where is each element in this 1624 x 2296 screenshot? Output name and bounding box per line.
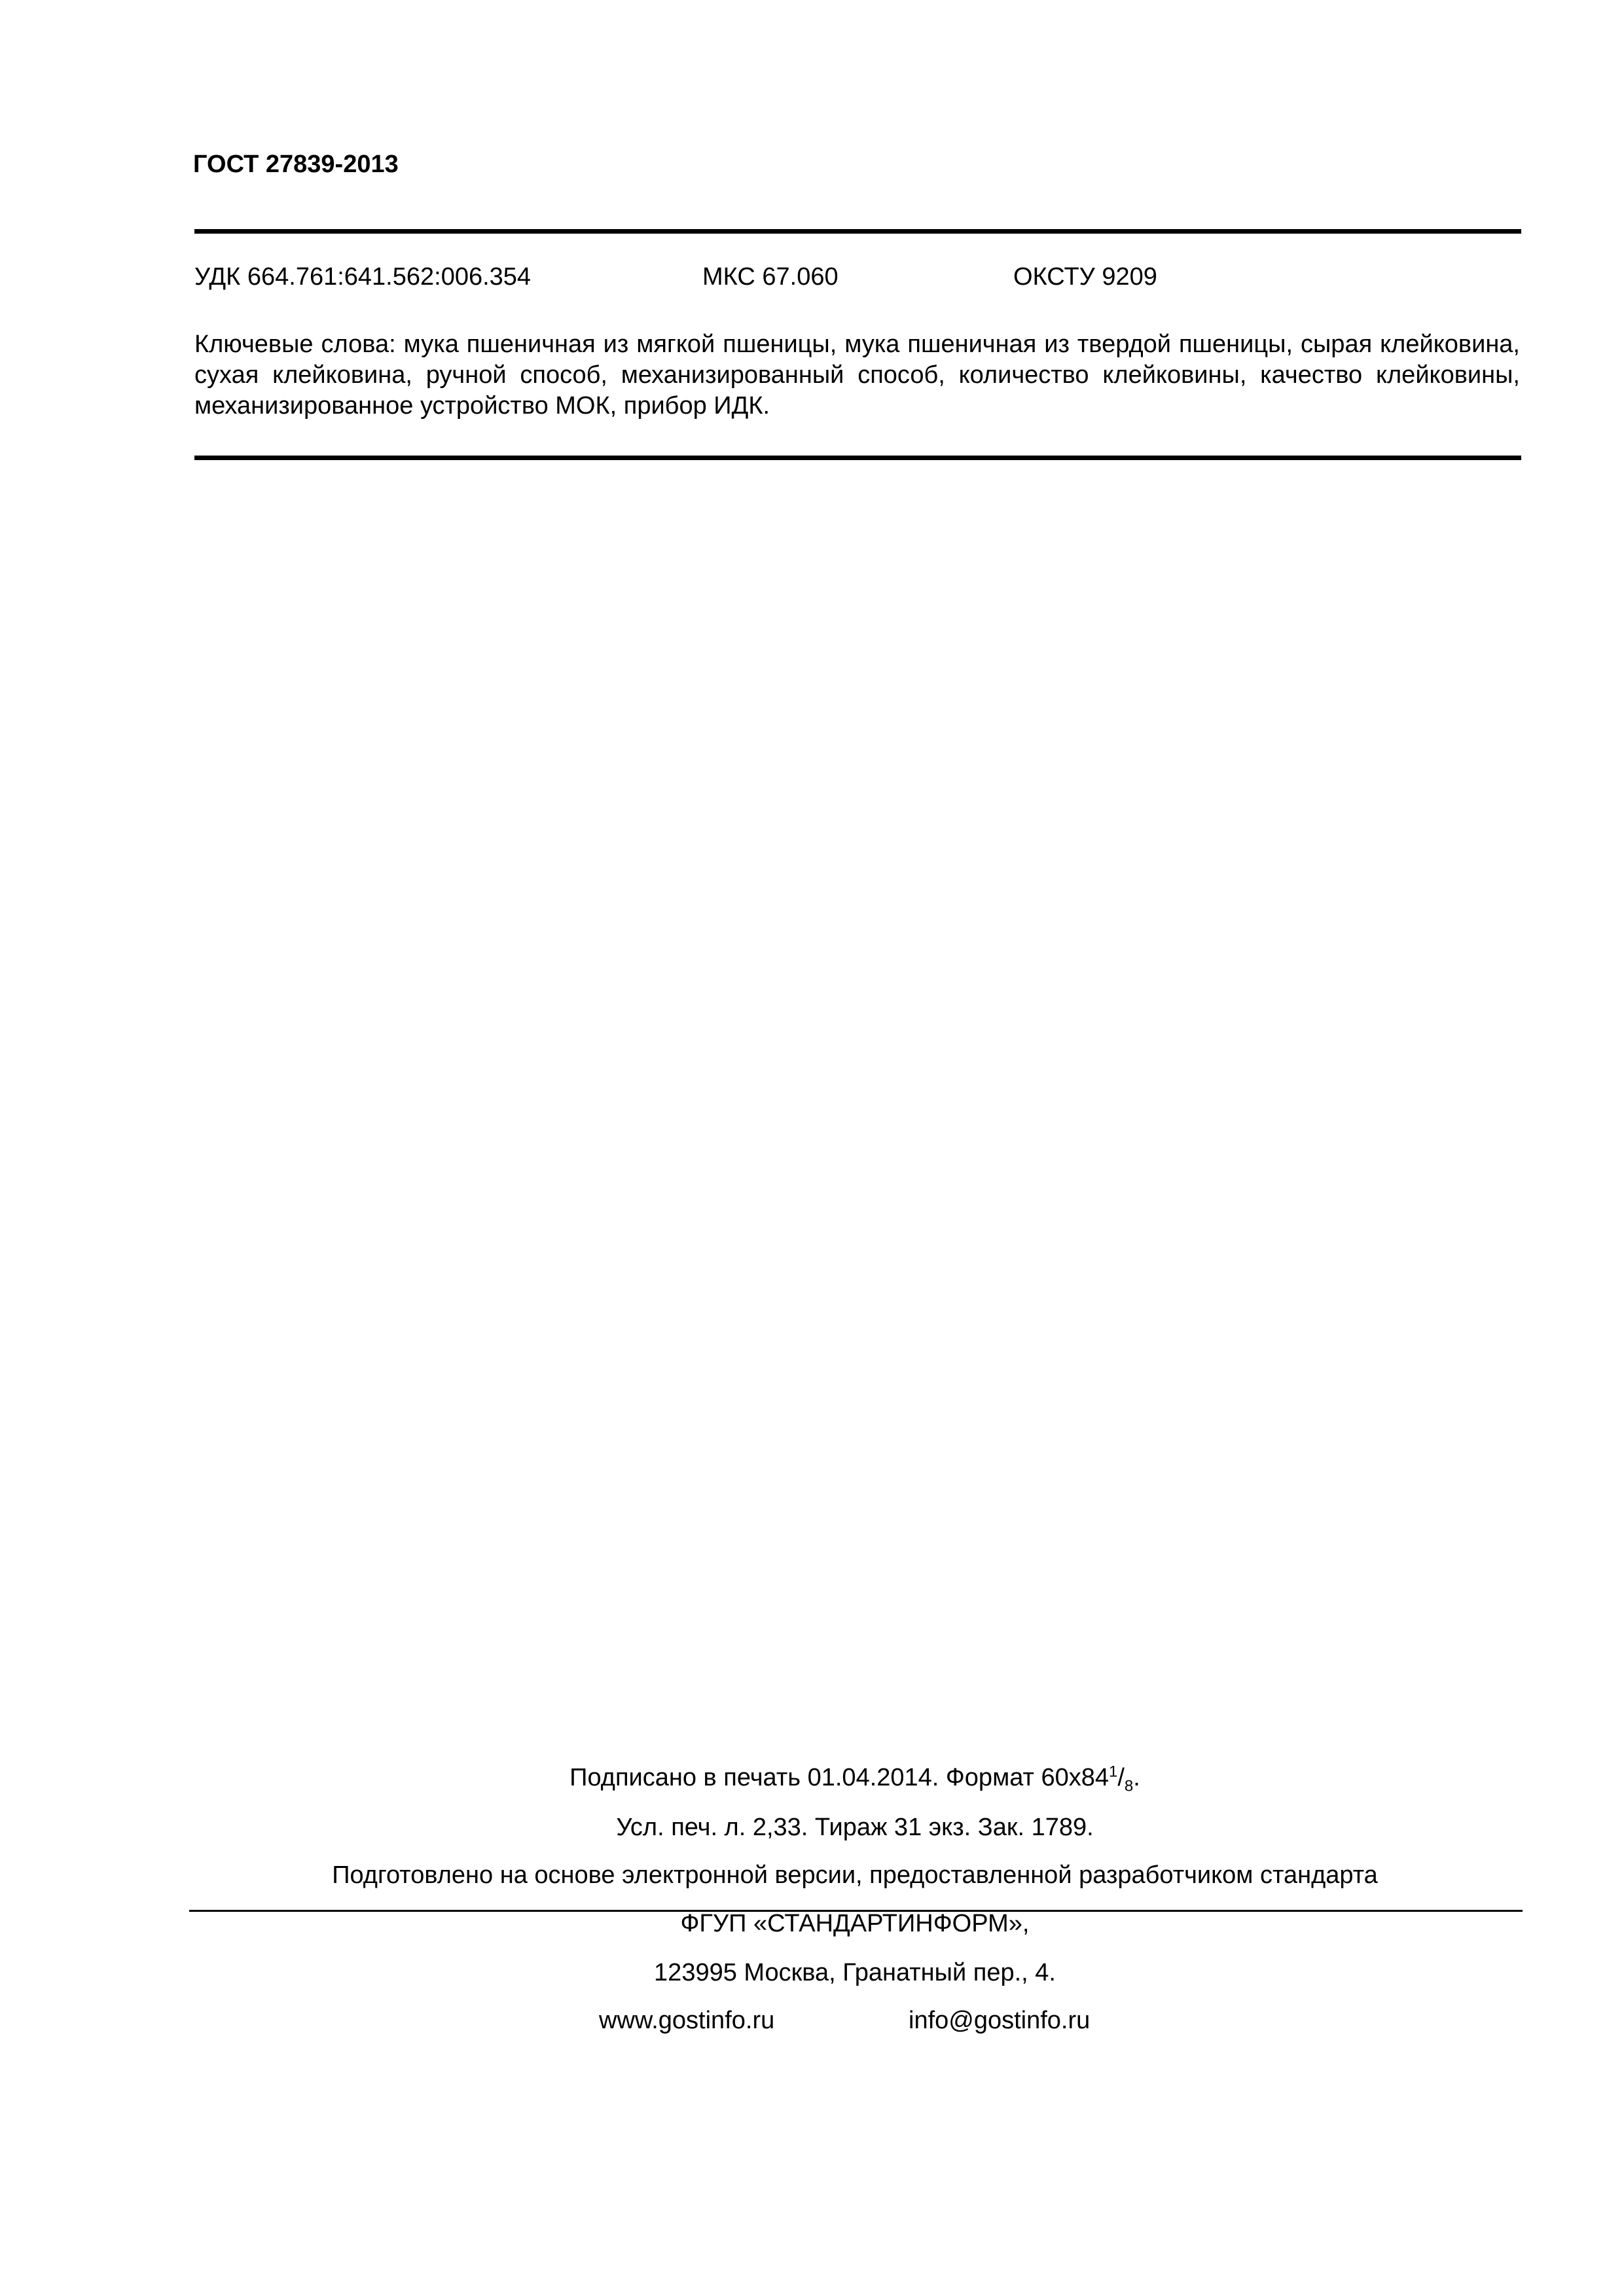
format-end: . — [1133, 1764, 1140, 1791]
address-line: 123995 Москва, Гранатный пер., 4. — [654, 1959, 1056, 1986]
format-denominator: 8 — [1124, 1777, 1134, 1795]
signed-for-print-text: Подписано в печать 01.04.2014. Формат 60х84 — [569, 1764, 1109, 1791]
prepared-line: Подготовлено на основе электронной версии, предоставленной разработчиком стандарта — [332, 1861, 1378, 1889]
print-sheets-line: Усл. печ. л. 2,33. Тираж 31 экз. Зак. 1789. — [616, 1814, 1094, 1841]
email-link[interactable]: info@gostinfo.ru — [909, 2007, 1091, 2034]
signed-for-print-line — [0, 1763, 1624, 1795]
format-numerator: 1 — [1108, 1763, 1118, 1781]
mks-code: МКС 67.060 — [702, 263, 839, 291]
keywords-paragraph: Ключевые слова: мука пшеничная из мягкой пшеницы, мука пшеничная из твердой пшеницы, сырая клейковина, сухая клейковина, ручной способ, механизированный способ, количество клейковины, качество клейковины, механизированное устройство МОК, прибор ИДК. — [194, 331, 1520, 420]
okstu-code: ОКСТУ 9209 — [1013, 263, 1157, 291]
publisher-line: ФГУП «СТАНДАРТИНФОРМ», — [680, 1910, 1030, 1937]
format-slash: / — [1117, 1764, 1125, 1791]
document-code: ГОСТ 27839-2013 — [193, 151, 399, 178]
website-link[interactable]: www.gostinfo.ru — [599, 2007, 775, 2034]
top-divider — [194, 229, 1521, 234]
keywords-divider — [194, 456, 1521, 460]
udk-code: УДК 664.761:641.562:006.354 — [194, 263, 532, 291]
